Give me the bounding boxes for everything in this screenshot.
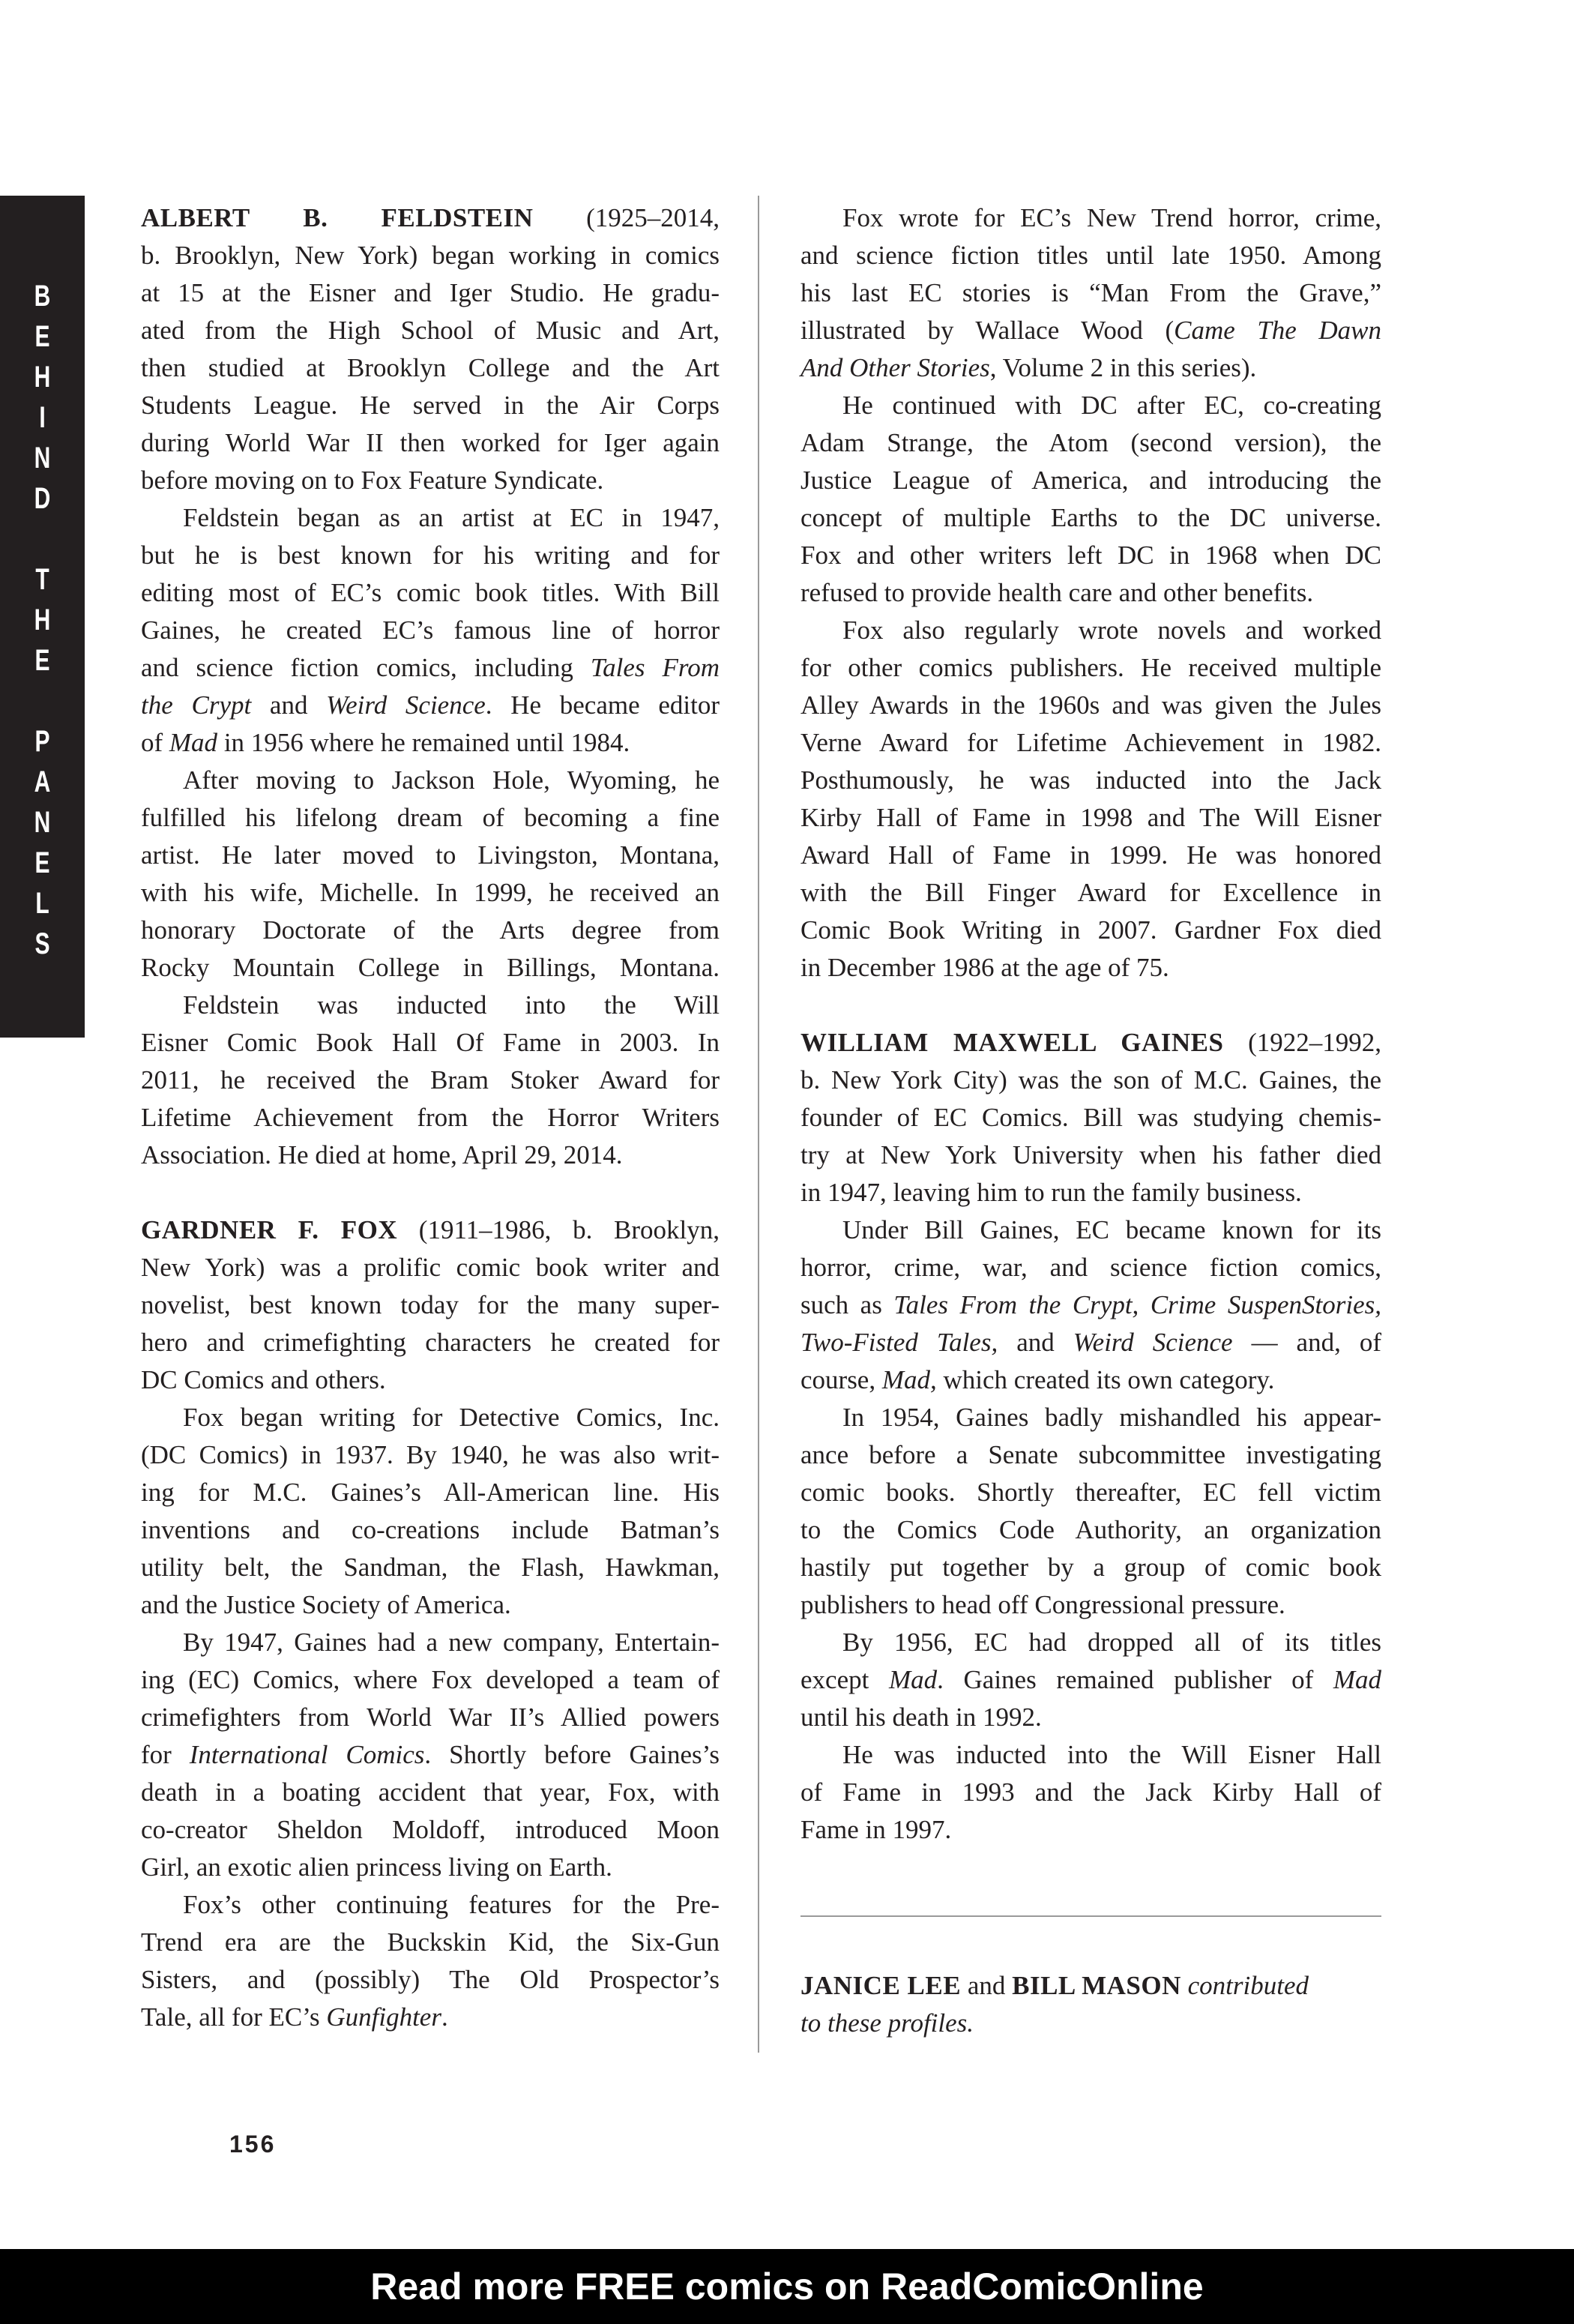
text-run: (DC Comics) in 1937. By 1940, he was also writ-: [141, 1440, 720, 1469]
text-run: and science fiction titles until late 1950. Among: [800, 241, 1381, 270]
text-line: [800, 1811, 1381, 1849]
contributors-credit: [800, 1967, 1381, 2042]
text-run: and: [251, 690, 327, 720]
text-run: utility belt, the Sandman, the Flash, Hawkman,: [141, 1553, 720, 1582]
text-line: [800, 612, 1381, 649]
text-run: and science fiction comics, including: [141, 653, 591, 682]
text-run: with his wife, Michelle. In 1999, he received an: [141, 878, 720, 907]
text-run: inventions and co-creations include Batman’s: [141, 1515, 720, 1544]
text-run: Tale, all for EC’s: [141, 2002, 327, 2032]
sidebar-letter: I: [39, 401, 46, 434]
text-run: . He became editor: [485, 690, 720, 720]
text-line: [800, 1511, 1381, 1549]
text-run: [1181, 1971, 1188, 2000]
text-run: until his death in 1992.: [800, 1703, 1042, 1732]
text-line: [800, 649, 1381, 687]
text-line: [800, 1967, 1381, 2005]
text-run: Trend era are the Buckskin Kid, the Six-Gun: [141, 1927, 720, 1957]
italic-title: Mad,: [881, 1365, 937, 1394]
name-heading: BILL MASON: [1012, 1971, 1181, 2000]
text-run: co-creator Sheldon Moldoff, introduced Moon: [141, 1815, 720, 1844]
text-run: b. New York City) was the son of M.C. Gaines, the: [800, 1065, 1381, 1095]
text-run: ated from the High School of Music and Art,: [141, 316, 720, 345]
sidebar-letter: L: [35, 887, 49, 920]
text-run: Comic Book Writing in 2007. Gardner Fox died: [800, 915, 1381, 945]
text-run: which created its own category.: [936, 1365, 1275, 1394]
text-run: hastily put together by a group of comic book: [800, 1553, 1381, 1582]
text-line: [141, 687, 720, 724]
text-run: Fox also regularly wrote novels and worked: [842, 615, 1381, 645]
sidebar-letter: E: [34, 320, 50, 353]
text-line: [141, 312, 720, 349]
text-line: [800, 1174, 1381, 1211]
text-run: for other comics publishers. He received multiple: [800, 653, 1381, 682]
text-line: [800, 1586, 1381, 1624]
text-run: . Gaines remained publisher of: [937, 1665, 1333, 1694]
text-run: and: [961, 1971, 1013, 2000]
text-run: at 15 at the Eisner and Iger Studio. He gradu-: [141, 278, 720, 307]
text-line: [141, 762, 720, 799]
text-line: [800, 799, 1381, 837]
text-line: [141, 499, 720, 537]
text-line: [141, 612, 720, 649]
text-run: in 1947, leaving him to run the family business.: [800, 1178, 1302, 1207]
text-run: fulfilled his lifelong dream of becoming a fine: [141, 803, 720, 832]
text-run: (1925–2014,: [533, 203, 720, 232]
text-line: [141, 949, 720, 987]
text-run: with the Bill Finger Award for Excellence in: [800, 878, 1381, 907]
name-heading: JANICE LEE: [800, 1971, 962, 2000]
text-line: [141, 1174, 720, 1211]
text-line: [141, 199, 720, 237]
text-line: [141, 987, 720, 1024]
credit-rule: [800, 1915, 1381, 1917]
text-run: and: [998, 1328, 1073, 1357]
text-run: horror, crime, war, and science fiction comics,: [800, 1253, 1381, 1282]
text-line: [800, 1399, 1381, 1436]
text-run: Kirby Hall of Fame in 1998 and The Will Eisner: [800, 803, 1381, 832]
italic-title: Mad: [169, 728, 218, 757]
text-line: [141, 1137, 720, 1174]
text-line: [800, 1361, 1381, 1399]
text-run: Association. He died at home, April 29, 2014.: [141, 1140, 623, 1169]
text-line: [800, 237, 1381, 274]
text-line: [800, 762, 1381, 799]
text-run: , Volume 2 in this series).: [989, 353, 1257, 382]
text-line: [800, 1736, 1381, 1774]
text-run: By 1947, Gaines had a new company, Entertain-: [183, 1628, 720, 1657]
text-line: [800, 574, 1381, 612]
text-line: [141, 1361, 720, 1399]
italic-title: Tales From: [590, 653, 720, 682]
text-run: honorary Doctorate of the Arts degree from: [141, 915, 720, 945]
text-line: [141, 1549, 720, 1586]
text-line: [141, 1849, 720, 1886]
text-run: After moving to Jackson Hole, Wyoming, he: [183, 765, 720, 795]
text-line: [141, 274, 720, 312]
text-run: He continued with DC after EC, co-creating: [842, 391, 1381, 420]
text-run: death in a boating accident that year, Fox, with: [141, 1777, 720, 1807]
sidebar-letter: H: [34, 603, 51, 636]
italic-title: to these profiles.: [800, 2008, 974, 2038]
italic-title: Tales From the Crypt, Crime SuspenStories,: [893, 1290, 1381, 1319]
text-line: [141, 837, 720, 874]
text-line: [141, 387, 720, 424]
italic-title: Weird Science: [326, 690, 486, 720]
text-line: [141, 1624, 720, 1661]
text-run: Lifetime Achievement from the Horror Writers: [141, 1103, 720, 1132]
text-line: [141, 1924, 720, 1961]
sidebar-letter: H: [34, 361, 51, 394]
text-run: 2011, he received the Bram Stoker Award for: [141, 1065, 720, 1095]
text-line: [800, 424, 1381, 462]
sidebar-letter: E: [34, 644, 50, 677]
text-line: [141, 424, 720, 462]
text-column-left: [141, 199, 720, 2036]
text-line: [141, 1699, 720, 1736]
text-run: refused to provide health care and other benefits.: [800, 578, 1314, 607]
text-run: before moving on to Fox Feature Syndicate.: [141, 466, 604, 495]
promo-banner[interactable]: Read more FREE comics on ReadComicOnline: [0, 2249, 1574, 2324]
text-line: [800, 1549, 1381, 1586]
text-run: Sisters, and (possibly) The Old Prospector’s: [141, 1965, 720, 1994]
text-line: [800, 1062, 1381, 1099]
text-run: of Fame in 1993 and the Jack Kirby Hall of: [800, 1777, 1381, 1807]
text-line: [141, 1999, 720, 2036]
text-line: [800, 1286, 1381, 1324]
italic-title: Weird Science: [1073, 1328, 1233, 1357]
text-run: ance before a Senate subcommittee investigating: [800, 1440, 1381, 1469]
text-run: artist. He later moved to Livingston, Montana,: [141, 840, 720, 870]
text-line: [141, 1062, 720, 1099]
text-line: [800, 1024, 1381, 1062]
text-run: ing for M.C. Gaines’s All-American line. His: [141, 1478, 720, 1507]
column-divider: [758, 196, 759, 2053]
text-line: [141, 649, 720, 687]
italic-title: Mad: [1333, 1665, 1382, 1694]
text-run: and the Justice Society of America.: [141, 1590, 511, 1619]
text-line: [800, 199, 1381, 237]
name-heading: WILLIAM MAXWELL GAINES: [800, 1028, 1224, 1057]
text-line: [800, 1249, 1381, 1286]
text-line: [141, 1811, 720, 1849]
text-line: [800, 1436, 1381, 1474]
text-run: Gaines, he created EC’s famous line of horror: [141, 615, 720, 645]
text-line: [800, 949, 1381, 987]
text-line: [800, 1211, 1381, 1249]
text-line: [141, 462, 720, 499]
text-run: Rocky Mountain College in Billings, Montana.: [141, 953, 720, 982]
text-run: By 1956, EC had dropped all of its titles: [842, 1628, 1381, 1657]
text-line: [800, 537, 1381, 574]
text-line: [800, 462, 1381, 499]
italic-title: the Crypt: [141, 690, 252, 720]
text-line: [800, 387, 1381, 424]
text-run: during World War II then worked for Iger again: [141, 428, 720, 457]
italic-title: Mad: [888, 1665, 938, 1694]
text-line: [800, 874, 1381, 912]
italic-title: contributed: [1187, 1971, 1309, 2000]
text-line: [800, 1624, 1381, 1661]
text-run: Justice League of America, and introducing the: [800, 466, 1381, 495]
sidebar-letter: D: [34, 482, 51, 515]
text-run: Adam Strange, the Atom (second version), the: [800, 428, 1381, 457]
text-line: [800, 1099, 1381, 1137]
text-run: of: [141, 728, 169, 757]
text-line: [800, 312, 1381, 349]
text-run: Alley Awards in the 1960s and was given the Jules: [800, 690, 1381, 720]
text-line: [800, 837, 1381, 874]
text-line: [141, 1099, 720, 1137]
text-line: [141, 537, 720, 574]
text-line: [141, 1774, 720, 1811]
text-line: [141, 237, 720, 274]
text-line: [141, 1286, 720, 1324]
text-run: DC Comics and others.: [141, 1365, 386, 1394]
text-run: founder of EC Comics. Bill was studying chemis-: [800, 1103, 1381, 1132]
text-line: [141, 799, 720, 837]
text-line: [800, 499, 1381, 537]
text-line: [800, 912, 1381, 949]
text-run: Award Hall of Fame in 1999. He was honored: [800, 840, 1381, 870]
text-line: [141, 1249, 720, 1286]
sidebar-letter: S: [34, 927, 50, 960]
text-line: [141, 349, 720, 387]
text-line: [800, 2005, 1381, 2042]
text-run: editing most of EC’s comic book titles. With Bill: [141, 578, 720, 607]
italic-title: International Comics: [189, 1740, 425, 1769]
text-run: hero and crimefighting characters he created for: [141, 1328, 720, 1357]
text-line: [141, 1736, 720, 1774]
text-line: [800, 349, 1381, 387]
text-line: [141, 1511, 720, 1549]
text-run: Eisner Comic Book Hall Of Fame in 2003. In: [141, 1028, 720, 1057]
section-tab-behind-the-panels: [0, 196, 85, 1038]
text-run: such as: [800, 1290, 894, 1319]
text-run: Feldstein began as an artist at EC in 1947,: [183, 503, 720, 532]
italic-title: Came The Dawn: [1174, 316, 1381, 345]
text-run: in December 1986 at the age of 75.: [800, 953, 1169, 982]
text-run: for: [141, 1740, 190, 1769]
text-line: [141, 1211, 720, 1249]
text-line: [141, 874, 720, 912]
text-run: b. Brooklyn, New York) began working in comics: [141, 241, 720, 270]
text-run: comic books. Shortly thereafter, EC fell victim: [800, 1478, 1381, 1507]
text-run: try at New York University when his father died: [800, 1140, 1381, 1169]
text-line: [141, 1399, 720, 1436]
text-run: Fame in 1997.: [800, 1815, 952, 1844]
italic-title: Two-Fisted Tales,: [800, 1328, 998, 1357]
text-line: [800, 987, 1381, 1024]
text-run: (1911–1986, b. Brooklyn,: [397, 1215, 720, 1244]
text-line: [141, 1886, 720, 1924]
text-run: Feldstein was inducted into the Will: [183, 990, 720, 1020]
text-run: to the Comics Code Authority, an organization: [800, 1515, 1381, 1544]
text-line: [800, 1661, 1381, 1699]
sidebar-letter: A: [34, 765, 51, 798]
text-run: except: [800, 1665, 889, 1694]
text-line: [141, 1586, 720, 1624]
text-run: his last EC stories is “Man From the Grave,”: [800, 278, 1381, 307]
text-run: but he is best known for his writing and for: [141, 541, 720, 570]
text-line: [141, 1474, 720, 1511]
text-run: Girl, an exotic alien princess living on Earth.: [141, 1852, 612, 1882]
text-run: Under Bill Gaines, EC became known for its: [842, 1215, 1381, 1244]
text-run: illustrated by Wallace Wood (: [800, 316, 1175, 345]
text-line: [800, 1774, 1381, 1811]
italic-title: Gunfighter: [326, 2002, 441, 2032]
italic-title: And Other Stories: [800, 353, 990, 382]
text-line: [800, 724, 1381, 762]
text-column-right: [800, 199, 1381, 1849]
text-run: — and, of: [1232, 1328, 1381, 1357]
name-heading: ALBERT B. FELDSTEIN: [141, 203, 534, 232]
name-heading: GARDNER F. FOX: [141, 1215, 398, 1244]
text-run: Verne Award for Lifetime Achievement in 1982.: [800, 728, 1381, 757]
text-run: New York) was a prolific comic book writer and: [141, 1253, 720, 1282]
text-run: He was inducted into the Will Eisner Hall: [842, 1740, 1381, 1769]
sidebar-letter: B: [34, 280, 51, 313]
text-run: concept of multiple Earths to the DC universe.: [800, 503, 1381, 532]
text-line: [800, 1137, 1381, 1174]
text-run: Fox and other writers left DC in 1968 when DC: [800, 541, 1381, 570]
text-line: [141, 912, 720, 949]
text-line: [141, 1961, 720, 1999]
text-line: [141, 1436, 720, 1474]
text-run: Fox wrote for EC’s New Trend horror, crime,: [842, 203, 1381, 232]
sidebar-letter: P: [34, 725, 50, 758]
text-line: [800, 1474, 1381, 1511]
text-run: In 1954, Gaines badly mishandled his appear-: [842, 1403, 1381, 1432]
sidebar-letter: N: [34, 442, 51, 475]
text-run: .: [441, 2002, 448, 2032]
sidebar-letter: T: [35, 563, 49, 596]
text-line: [800, 1324, 1381, 1361]
text-run: then studied at Brooklyn College and the Art: [141, 353, 720, 382]
sidebar-letter: E: [34, 846, 50, 879]
text-run: course,: [800, 1365, 882, 1394]
page-number: 156: [229, 2131, 277, 2158]
text-line: [141, 1661, 720, 1699]
text-run: (1922–1992,: [1223, 1028, 1382, 1057]
text-run: Students League. He served in the Air Corps: [141, 391, 720, 420]
text-line: [141, 574, 720, 612]
text-run: ing (EC) Comics, where Fox developed a team of: [141, 1665, 720, 1694]
text-run: Fox’s other continuing features for the Pre-: [183, 1890, 720, 1919]
text-line: [800, 1699, 1381, 1736]
text-line: [800, 687, 1381, 724]
text-run: in 1956 where he remained until 1984.: [217, 728, 630, 757]
text-run: crimefighters from World War II’s Allied powers: [141, 1703, 720, 1732]
text-line: [800, 274, 1381, 312]
text-line: [141, 1024, 720, 1062]
text-run: novelist, best known today for the many super-: [141, 1290, 720, 1319]
sidebar-letter: N: [34, 806, 51, 839]
text-line: [141, 724, 720, 762]
text-run: Fox began writing for Detective Comics, Inc.: [183, 1403, 720, 1432]
text-run: Posthumously, he was inducted into the Jack: [800, 765, 1381, 795]
text-line: [141, 1324, 720, 1361]
text-run: publishers to head off Congressional pressure.: [800, 1590, 1285, 1619]
text-run: . Shortly before Gaines’s: [424, 1740, 720, 1769]
